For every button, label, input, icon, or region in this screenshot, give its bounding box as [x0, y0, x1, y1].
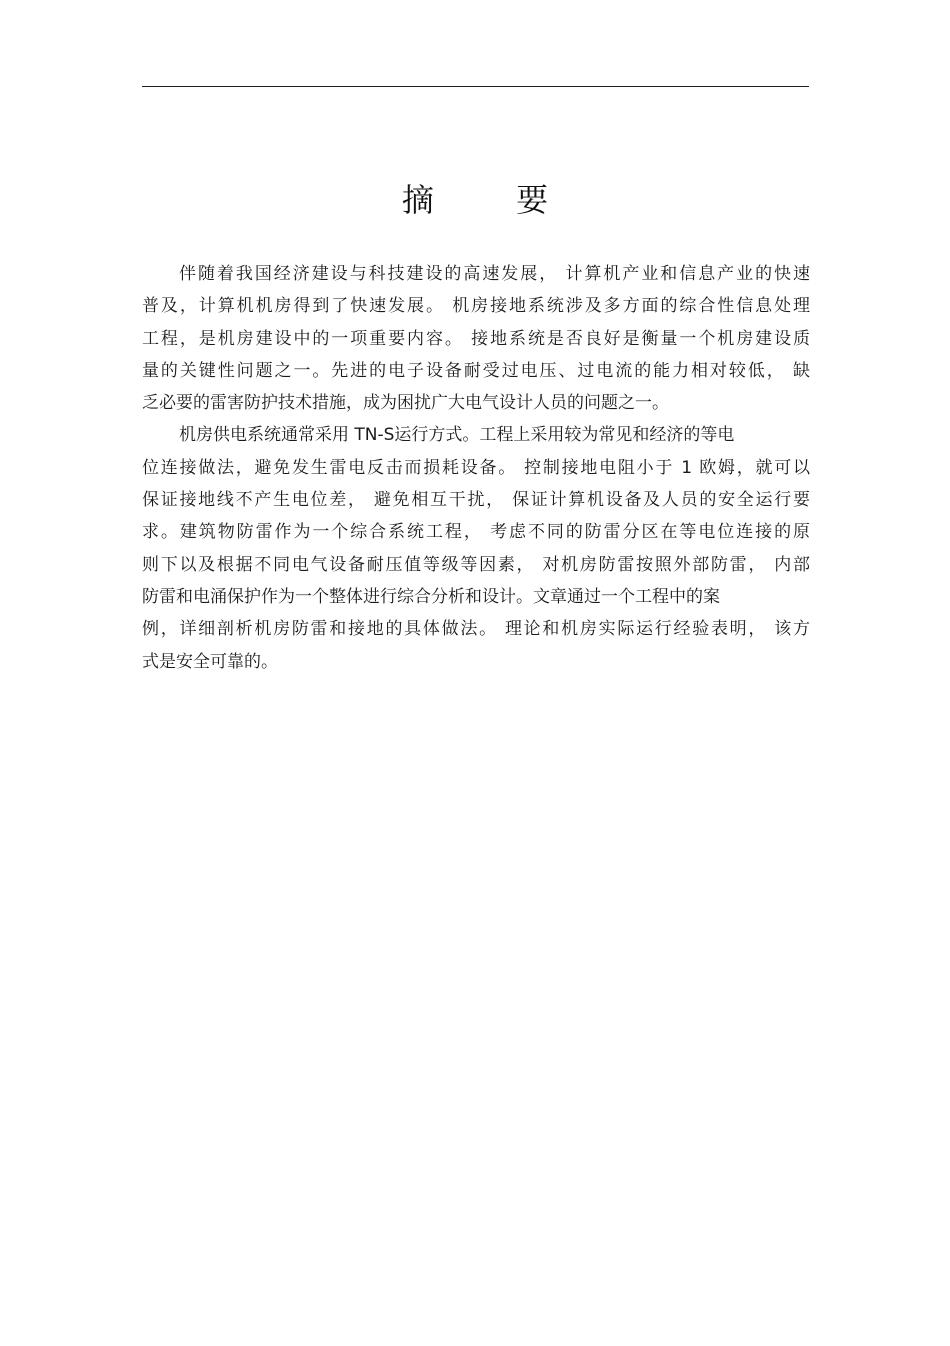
- page-title: 摘 要: [401, 181, 585, 219]
- paragraph-line: 防雷和电涌保护作为一个整体进行综合分析和设计。文章通过一个工程中的案: [142, 586, 720, 607]
- paragraph-line: 机房供电系统通常采用 TN-S运行方式。工程上采用较为常见和经济的等电: [179, 425, 735, 446]
- paragraph-line: 求。建筑物防雷作为一个综合系统工程， 考虑不同的防雷分区在等电位连接的原: [142, 522, 810, 543]
- paragraph-line: 普及，计算机机房得到了快速发展。 机房接地系统涉及多方面的综合性信息处理: [142, 296, 810, 317]
- paragraph-line: 式是安全可靠的。: [142, 651, 278, 672]
- header-rule: [142, 86, 809, 87]
- paragraph-line: 伴随着我国经济建设与科技建设的高速发展， 计算机产业和信息产业的快速: [179, 264, 810, 284]
- abstract-body: [142, 258, 810, 678]
- paragraph-2: [142, 419, 810, 677]
- paragraph-line: 则下以及根据不同电气设备耐压值等级等因素， 对机房防雷按照外部防雷， 内部: [142, 554, 810, 575]
- paragraph-line: 保证接地线不产生电位差， 避免相互干扰， 保证计算机设备及人员的安全运行要: [142, 490, 810, 511]
- paragraph-line: 例，详细剖析机房防雷和接地的具体做法。 理论和机房实际运行经验表明， 该方: [142, 619, 810, 640]
- paragraph-line: 位连接做法，避免发生雷电反击而损耗设备。 控制接地电阻小于 1 欧姆，就可以: [142, 457, 810, 478]
- paragraph-line: 工程，是机房建设中的一项重要内容。 接地系统是否良好是衡量一个机房建设质: [142, 328, 810, 349]
- paragraph-1: [142, 258, 810, 419]
- paragraph-line: 量的关键性问题之一。先进的电子设备耐受过电压、过电流的能力相对较低， 缺: [142, 360, 810, 381]
- paragraph-line: 乏必要的雷害防护技术措施，成为困扰广大电气设计人员的问题之一。: [142, 393, 669, 414]
